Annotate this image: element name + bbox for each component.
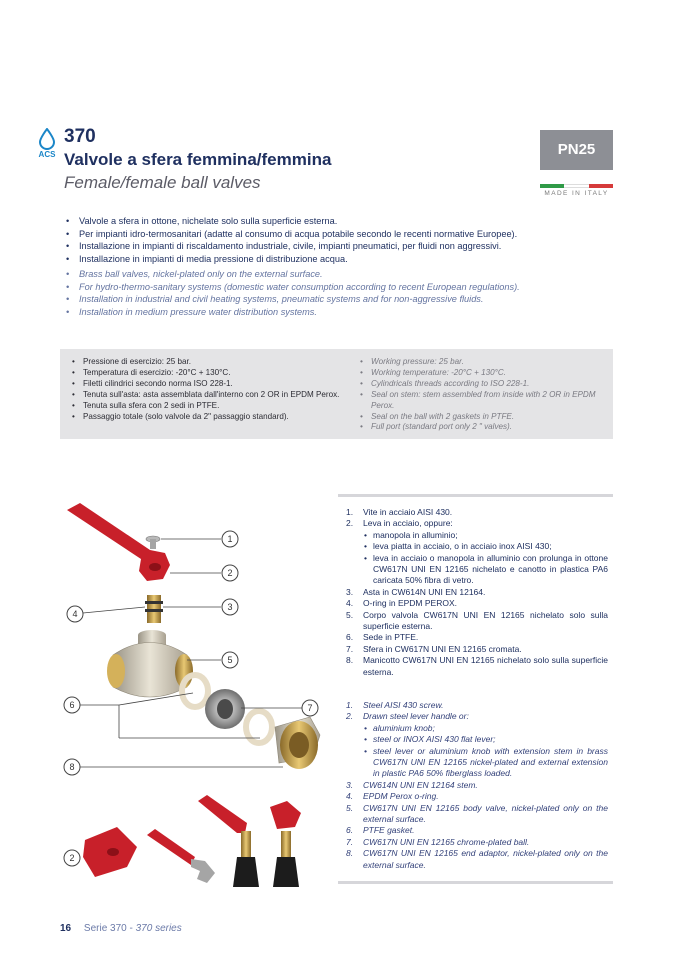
sub-list-item: • steel lever or aluminium knob with extension stem in brass CW617N UNI EN 12165 nickel-plated and external extension in plastic PA6 50% fiberglass loaded. <box>363 746 608 780</box>
specs-list-it <box>70 357 350 422</box>
list-item: 5. Corpo valvola CW617N UNI EN 12165 nichelato solo sulla superficie esterna. <box>346 609 608 632</box>
svg-text:2: 2 <box>227 568 233 578</box>
flat-lever-variant <box>147 829 215 883</box>
list-item: • Per impianti idro-termosanitari (adatte al consumo di acqua potabile secondo le recenti normative Europee). <box>66 228 626 241</box>
list-item: 5. CW617N UNI EN 12165 body valve, nickel-plated only on the external surface. <box>346 802 608 825</box>
list-item: • Pressione di esercizio: 25 bar. <box>70 357 350 368</box>
acs-certification-badge <box>34 128 60 159</box>
parts-list-it <box>346 507 608 678</box>
parts-list-panel <box>338 494 613 884</box>
list-item: • Installazione in impianti di riscaldamento industriale, civile, impianti pneumatici, per fluidi non aggressivi. <box>66 240 626 253</box>
list-item: • Cylindricals threads according to ISO 228-1. <box>358 379 608 390</box>
intro-list-it <box>66 215 626 265</box>
list-item: 8. Manicotto CW617N UNI EN 12165 nichelato solo sulla superficie esterna. <box>346 655 608 677</box>
list-item: • Installazione in impianti di media pressione di distribuzione acqua. <box>66 253 626 266</box>
page-number: 16 <box>60 923 72 934</box>
callout-8 <box>64 759 80 775</box>
list-item: 4. O-ring in EPDM PEROX. <box>346 598 457 609</box>
list-item: 7. Sfera in CW617N UNI EN 12165 cromata. <box>346 643 522 654</box>
italian-flag-icon <box>540 184 613 188</box>
page-title: Valvole a sfera femmina/femmina <box>64 150 332 169</box>
callout-2-variants <box>64 850 80 866</box>
list-item: • Filetti cilindrici secondo norma ISO 228-1. <box>70 379 350 390</box>
svg-text:3: 3 <box>227 602 233 612</box>
end-adaptor-part <box>275 717 320 769</box>
parts-list-en <box>346 700 608 871</box>
list-item: • Seal on stem: stem assembled from inside with 2 OR in EPDM Perox. <box>358 390 608 412</box>
exploded-valve-drawing <box>55 495 337 895</box>
list-item: • Brass ball valves, nickel-plated only on the external surface. <box>66 268 626 281</box>
svg-text:7: 7 <box>307 703 313 713</box>
water-drop-icon <box>38 128 56 150</box>
extension-knob-variant <box>270 801 301 887</box>
list-item: • Temperatura di esercizio: -20°C + 130°C. <box>70 368 350 379</box>
list-item: • Working temperature: -20°C + 130°C. <box>358 368 608 379</box>
made-in-italy-label: MADE IN ITALY <box>544 190 609 197</box>
sub-list-item: • manopola in alluminio; <box>363 530 608 541</box>
series-label-en: 370 series <box>135 923 182 934</box>
list-item: • Full port (standard port only 2 " valves). <box>358 422 608 433</box>
sub-list-item: • leva in acciaio o manopola in alluminio con prolunga in ottone CW617N UNI EN 12165 nichelato e canotto in plastica PA6 caricata 50% fibra di vetro. <box>363 553 608 587</box>
stem-part <box>145 595 163 623</box>
svg-text:1: 1 <box>227 534 233 544</box>
product-code: 370 <box>64 126 96 147</box>
list-item: • Installation in medium pressure water distribution systems. <box>66 306 626 319</box>
page-footer <box>60 923 182 934</box>
list-item: 3. CW614N UNI EN 12164 stem. <box>346 779 478 790</box>
svg-text:8: 8 <box>69 762 75 772</box>
callout-6 <box>64 697 80 713</box>
list-item: 8. CW617N UNI EN 12165 end adaptor, nickel-plated only on the external surface. <box>346 848 608 870</box>
handle-variants <box>83 795 301 887</box>
svg-text:2: 2 <box>69 853 75 863</box>
sub-list-item: • leva piatta in acciaio, o in acciaio inox AISI 430; <box>363 541 608 552</box>
series-label-it: Serie 370 - <box>83 923 133 934</box>
svg-text:6: 6 <box>69 700 75 710</box>
callout-7 <box>302 700 318 716</box>
svg-text:4: 4 <box>72 609 78 619</box>
list-item: • Working pressure: 25 bar. <box>358 357 608 368</box>
callout-5 <box>222 652 238 668</box>
list-item: • Tenuta sulla sfera con 2 sedi in PTFE. <box>70 401 350 412</box>
sub-list <box>363 530 608 587</box>
list-item: 3. Asta in CW614N UNI EN 12164. <box>346 586 486 597</box>
acs-label: ACS <box>38 150 56 159</box>
list-item: • Passaggio totale (solo valvole da 2" passaggio standard). <box>70 412 350 423</box>
list-item: • Valvole a sfera in ottone, nichelate solo sulla superficie esterna. <box>66 215 626 228</box>
specs-list-en <box>358 357 608 433</box>
list-item: 6. PTFE gasket. <box>346 825 415 836</box>
svg-text:5: 5 <box>227 655 233 665</box>
specifications-box <box>60 349 613 439</box>
page-subtitle: Female/female ball valves <box>64 173 261 192</box>
sub-list <box>363 723 608 780</box>
intro-list-en <box>66 268 626 318</box>
sub-list-item: • steel or INOX AISI 430 flat lever; <box>363 734 608 745</box>
callout-2 <box>222 565 238 581</box>
list-item: 1. Vite in acciaio AISI 430. <box>346 507 453 517</box>
callout-1 <box>222 531 238 547</box>
list-item: 4. EPDM Perox o-ring. <box>346 791 439 802</box>
list-item: • For hydro-thermo-sanitary systems (domestic water consumption according to recent European regulations). <box>66 281 626 294</box>
list-item: 6. Sede in PTFE. <box>346 632 419 643</box>
callout-4 <box>67 606 83 622</box>
pressure-rating-badge: PN25 <box>540 130 613 170</box>
callout-3 <box>222 599 238 615</box>
chrome-ball-part <box>205 689 245 729</box>
list-item: • Tenuta sull'asta: asta assemblata dall'interno con 2 OR in EPDM Perox. <box>70 390 350 401</box>
list-item: 7. CW617N UNI EN 12165 chrome-plated ball. <box>346 836 530 847</box>
sub-list-item: • aluminium knob; <box>363 723 608 734</box>
aluminium-knob-variant <box>83 827 137 877</box>
list-item: 2. Leva in acciaio, oppure: • manopola in alluminio; • leva piatta in acciaio, o in acciaio inox AISI 430; • leva in acciaio o manopola in alluminio con prolunga in ottone CW617N UNI EN 12165 nichelato e canotto in plastica PA6 caricata 50% fibra di vetro. <box>346 518 608 586</box>
list-item: 2. Drawn steel lever handle or: • aluminium knob; • steel or INOX AISI 430 flat lever; • steel lever or aluminium knob with extension stem in brass CW617N UNI EN 12165 nickel-plated and external extension in plastic PA6 50% fiberglass loaded. <box>346 711 608 779</box>
list-item: • Seal on the ball with 2 gaskets in PTFE. <box>358 412 608 423</box>
screw-part <box>146 536 160 549</box>
list-item: • Installation in industrial and civil heating systems, pneumatic systems and for non-aggressive fluids. <box>66 293 626 306</box>
list-item: 1. Steel AISI 430 screw. <box>346 700 444 710</box>
